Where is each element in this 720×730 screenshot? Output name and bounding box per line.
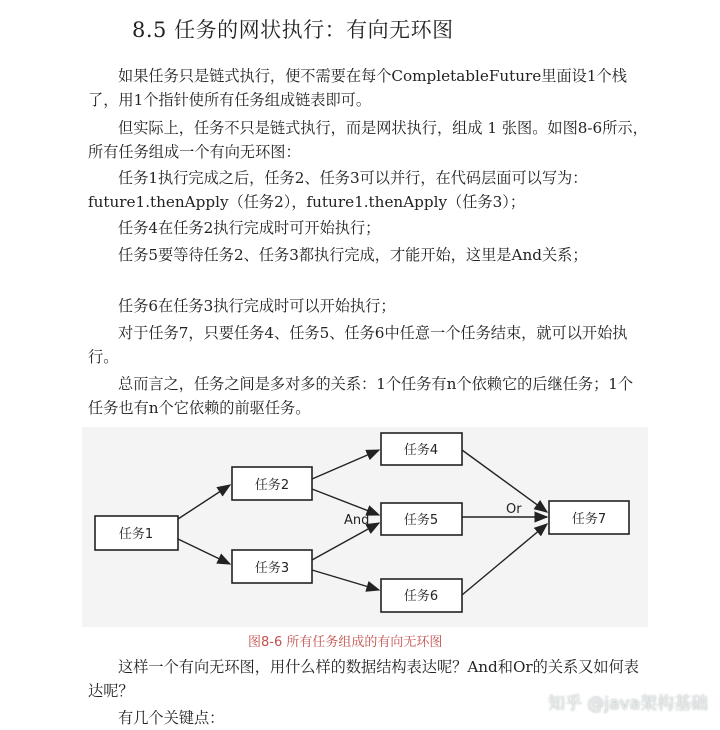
or-label: Or: [506, 502, 522, 517]
svg-text:任务6: 任务6: [403, 589, 439, 604]
paragraph-9: 这样一个有向无环图，用什么样的数据结构表达呢？And和Or的关系又如何表达呢？: [88, 658, 639, 700]
paragraph-5: 任务5要等待任务2、任务3都执行完成，才能开始，这里是And关系；: [118, 246, 588, 264]
figure-caption: 图8-6 所有任务组成的有向无环图: [248, 635, 443, 650]
node-task2: [232, 467, 312, 500]
paragraph-4: 任务4在任务2执行完成时可开始执行；: [118, 219, 381, 237]
paragraph-10: 有几个关键点：: [118, 709, 225, 727]
paragraph-2: 但实际上，任务不只是链式执行，而是网状执行，组成 1 张图。如图8-6所示，所有任务组成一个有向无环图：: [88, 119, 648, 161]
svg-text:任务4: 任务4: [403, 443, 439, 458]
edge-3-6: [312, 570, 379, 590]
svg-text:任务3: 任务3: [254, 561, 290, 576]
edge-2-4: [312, 450, 379, 479]
section-title: 8.5 任务的网状执行：有向无环图: [132, 18, 454, 42]
svg-text:任务2: 任务2: [254, 478, 290, 493]
paragraph-8: 总而言之，任务之间是多对多的关系：1个任务有n个依赖它的后继任务；1个任务也有n个它依赖的前驱任务。: [88, 375, 634, 417]
dag-diagram: [82, 427, 648, 627]
paragraph-1: 如果任务只是链式执行，便不需要在每个CompletableFuture里面设1个栈了，用1个指针使所有任务组成链表即可。: [88, 67, 627, 109]
node-task7: [549, 501, 629, 534]
edge-3-5: [312, 523, 379, 560]
paragraph-3: 任务1执行完成之后，任务2、任务3可以并行，在代码层面可以写为：future1.thenApply（任务2），future1.thenApply（任务3）；: [88, 169, 588, 211]
node-task6: [381, 579, 462, 612]
edge-6-7: [462, 524, 547, 595]
edge-1-2: [178, 485, 230, 519]
node-task5: [381, 503, 462, 535]
node-task1: [95, 516, 178, 550]
node-task3: [232, 550, 312, 583]
node-task4: [381, 433, 462, 465]
svg-text:任务5: 任务5: [403, 513, 439, 528]
and-label: And: [344, 513, 370, 528]
edge-2-5: [312, 489, 379, 515]
figure-dag: [82, 427, 648, 627]
zhihu-watermark: 知乎 @java架构基础: [547, 694, 708, 714]
paragraph-6: 任务6在任务3执行完成时可以开始执行；: [118, 297, 396, 315]
svg-text:任务1: 任务1: [118, 527, 154, 542]
svg-text:任务7: 任务7: [571, 512, 607, 527]
edge-1-3: [178, 539, 230, 564]
paragraph-7: 对于任务7，只要任务4、任务5、任务6中任意一个任务结束，就可以开始执行。: [88, 324, 628, 366]
edge-4-7: [462, 450, 547, 512]
